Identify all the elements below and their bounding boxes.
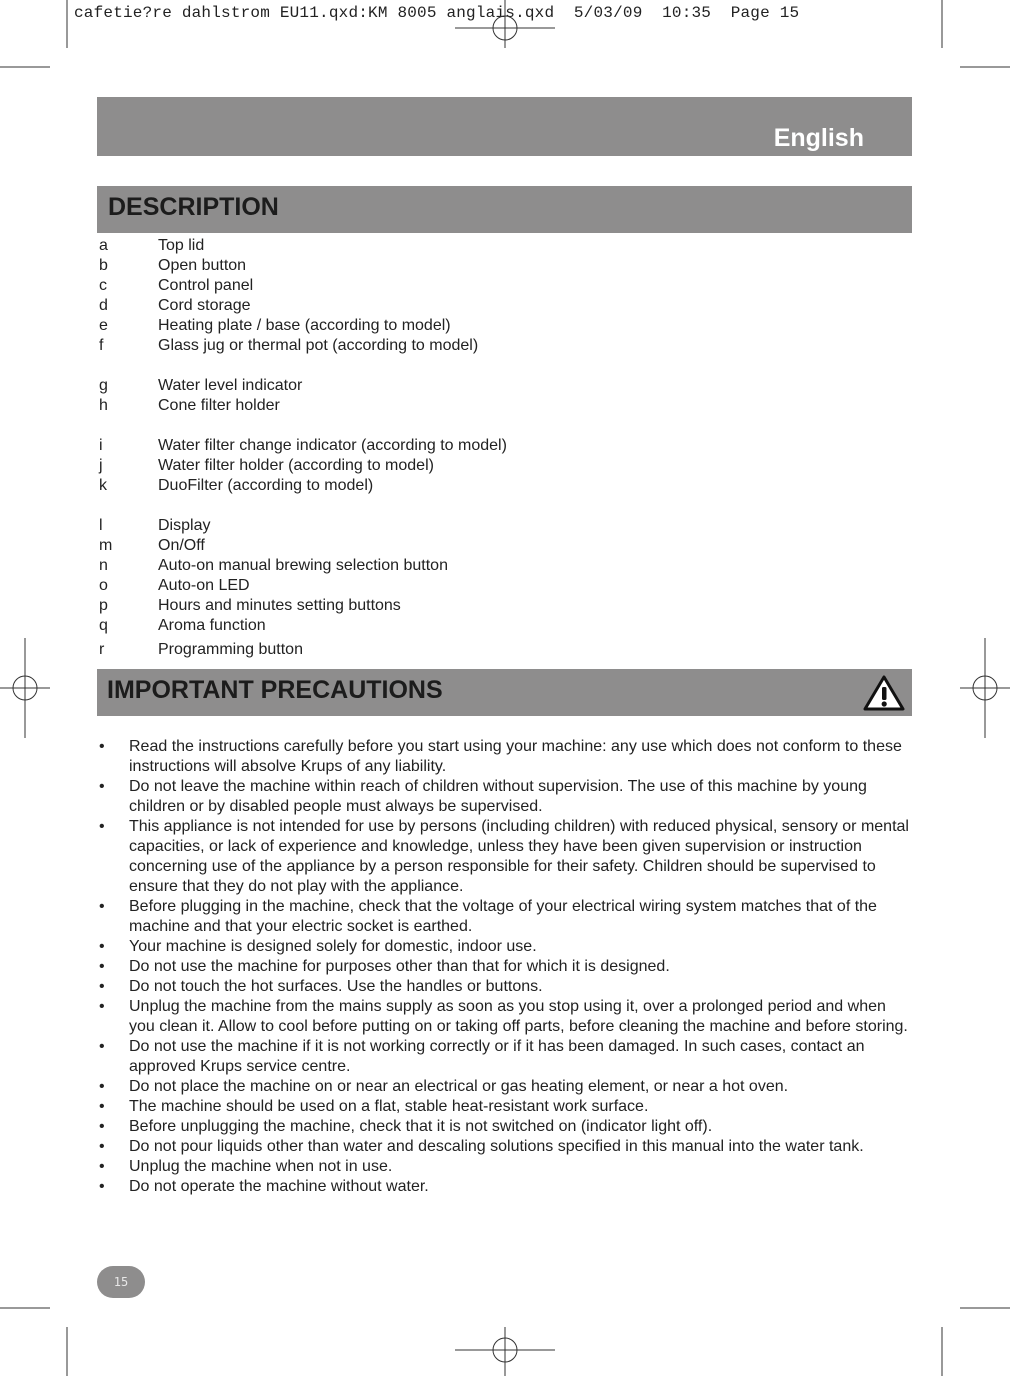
precaution-item: • Do not use the machine for purposes other than that for which it is designed. <box>99 958 670 975</box>
bullet: • <box>99 998 105 1015</box>
precaution-item: • Your machine is designed solely for domestic, indoor use. <box>99 938 537 955</box>
bullet: • <box>99 1038 105 1055</box>
precautions-title: IMPORTANT PRECAUTIONS <box>107 676 443 704</box>
precaution-item: • Read the instructions carefully before you start using your machine: any use which does not conform to these instructions will absolve Krups of any liability. <box>99 738 902 775</box>
bullet: • <box>99 1078 105 1095</box>
bullet: • <box>99 1118 105 1135</box>
bullet: • <box>99 818 105 835</box>
print-slug-line: cafetie?re dahlstrom EU11.qxd:KM 8005 anglais.qxd 5/03/09 10:35 Page 15 <box>74 4 800 22</box>
precaution-item: • Before plugging in the machine, check that the voltage of your electrical wiring system matches that of the machine and that your electric socket is earthed. <box>99 898 877 935</box>
bullet: • <box>99 778 105 795</box>
warning-triangle-icon <box>862 674 906 712</box>
language-header-band <box>97 97 912 156</box>
bullet: • <box>99 898 105 915</box>
precaution-item: • Do not touch the hot surfaces. Use the handles or buttons. <box>99 978 543 995</box>
bullet: • <box>99 1138 105 1155</box>
precaution-item: • Do not use the machine if it is not working correctly or if it has been damaged. In such cases, contact an approved Krups service centre. <box>99 1038 865 1075</box>
precautions-header-band <box>97 669 912 716</box>
bullet: • <box>99 958 105 975</box>
bullet: • <box>99 1158 105 1175</box>
page-number-badge <box>97 1266 145 1298</box>
precaution-item: • Do not place the machine on or near an electrical or gas heating element, or near a hot oven. <box>99 1078 789 1095</box>
bullet: • <box>99 738 105 755</box>
precaution-item: • The machine should be used on a flat, stable heat-resistant work surface. <box>99 1098 649 1115</box>
precaution-item: • Unplug the machine from the mains supply as soon as you stop using it, over a prolonged period and when you clean it. Allow to cool before putting on or taking off parts, before cleaning the machine and before storing. <box>99 998 908 1035</box>
bullet: • <box>99 938 105 955</box>
page-number: 15 <box>113 1275 129 1289</box>
precautions-list <box>99 737 911 1197</box>
bullet: • <box>99 1178 105 1195</box>
precaution-item: • This appliance is not intended for use by persons (including children) with reduced physical, sensory or mental capacities, or lack of experience and knowledge, unless they have been given supervision or instruction concerning use of the appliance by a person responsible for their safety. Children should be supervised to ensure that they do not play with the appliance. <box>99 818 909 895</box>
precaution-item: • Do not leave the machine within reach of children without supervision. The use of this machine by young children or by disabled people must always be supervised. <box>99 778 867 815</box>
language-title: English <box>773 124 864 152</box>
precaution-item: • Do not operate the machine without water. <box>99 1178 429 1195</box>
precaution-item: • Before unplugging the machine, check that it is not switched on (indicator light off). <box>99 1118 713 1135</box>
description-title: DESCRIPTION <box>108 193 279 221</box>
precaution-item: • Unplug the machine when not in use. <box>99 1158 393 1175</box>
bullet: • <box>99 978 105 995</box>
description-header-band <box>97 186 912 233</box>
precaution-item: • Do not pour liquids other than water and descaling solutions specified in this manual into the water tank. <box>99 1138 864 1155</box>
bullet: • <box>99 1098 105 1115</box>
